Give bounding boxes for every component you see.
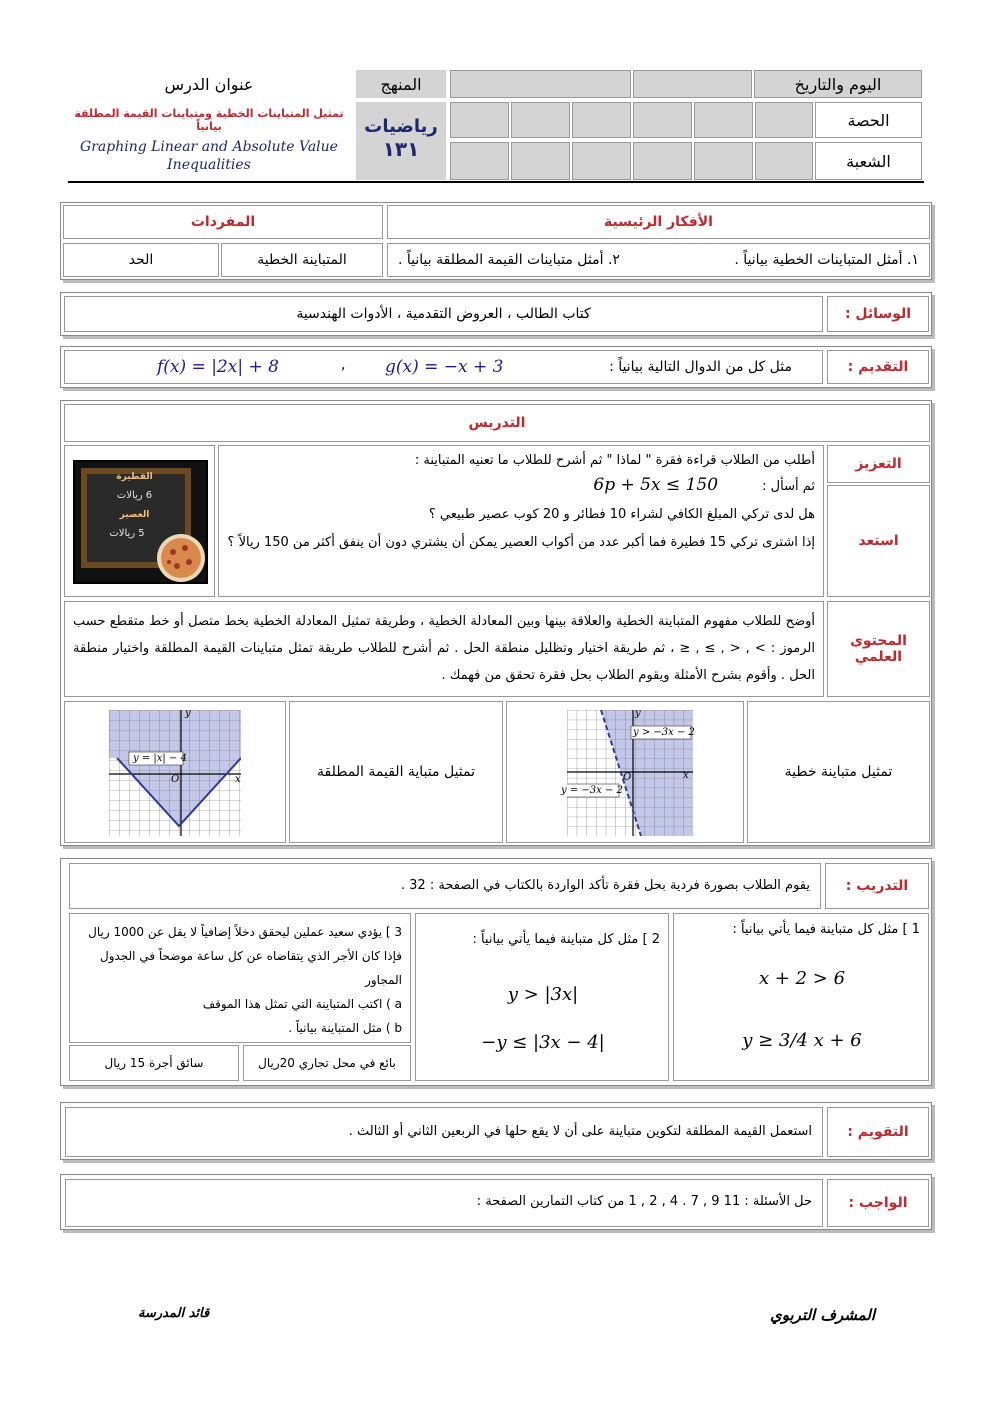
- period-c2: [694, 102, 753, 138]
- content-text: أوضح للطلاب مفهوم المتباينة الخطية والعلاقة بينها وبين المعادلة الخطية ، وطريقة تمثيل المعادلة الخطية بخط متصل أو خط متقطع حسب الرموز : > , < , ≥ , ≤ ، ثم طريقة اختيار وتظليل منطقة الحل . ثم أشرح للطلاب طريقة تمثل متباينات القيمة المطلقة واختيار منطقة الحل . وأقوم بشرح الأمثلة ويقوم الطلاب بحل فقرة تحقق من فهمك .: [64, 601, 824, 697]
- practice-text: يقوم الطلاب بصورة فردية بحل فقرة تأكد الواردة بالكتاب في الصفحة : 32 .: [69, 863, 821, 909]
- board-juice: العصير: [119, 510, 150, 520]
- vocab-1: المتباينة الخطية: [221, 243, 383, 277]
- vocab-2: الحد: [63, 243, 219, 277]
- abs-caption: تمثيل متباية القيمة المطلقة: [289, 701, 503, 843]
- teaching-title: التدريس: [64, 404, 930, 442]
- inequality: 6p + 5x ≤ 150: [593, 475, 719, 495]
- period-c4: [572, 102, 631, 138]
- q1-title: 1 ] مثل كل متباينة فيما يأتي بيانياً :: [732, 922, 920, 937]
- content-label: المحتوى العلمي: [827, 601, 930, 697]
- then-ask: ثم أسأل :: [762, 479, 815, 494]
- idea-2: ٢. أمثل متباينات القيمة المطلقة بيانياً .: [398, 252, 620, 268]
- abs-axis-x: x: [235, 774, 241, 785]
- board-juice-price: 5 ريالات: [109, 528, 145, 539]
- abs-graph-cell: [64, 701, 286, 843]
- period-c3: [633, 102, 692, 138]
- ready-line-1: أطلب من الطلاب قراءة فقرة " لماذا " ثم أشرح للطلاب ما تعنيه المتباينة :: [414, 453, 815, 468]
- q3-box: [69, 913, 411, 1043]
- tools-frame: [60, 292, 932, 336]
- lesson-title-en: Graphing Linear and Absolute Value Inequalities: [80, 139, 338, 173]
- linear-caption: تمثيل متباينة خطية: [747, 701, 930, 843]
- subject: رياضيات: [364, 116, 438, 137]
- linear-axis-y: y: [635, 708, 641, 719]
- section-label: الشعبة: [815, 142, 922, 180]
- q1-b: y ≥ 3/4 x + 6: [742, 1030, 862, 1051]
- board-pizza: الفطيرة: [116, 472, 153, 482]
- intro-frame: [60, 346, 932, 388]
- evaluation-text: استعمل القيمة المطلقة لتكوين متباينة على أن لا يقع حلها في الربعين الثاني أو الثالث .: [65, 1107, 823, 1157]
- q3-b: b ) مثل المتباينة بيانياً .: [288, 1021, 402, 1035]
- linear-label-bottom: y = −3x − 2: [561, 785, 623, 796]
- practice-frame: [60, 858, 932, 1086]
- teaching-frame: [60, 400, 932, 846]
- linear-origin: O: [623, 772, 632, 783]
- practice-label: التدريب :: [825, 863, 929, 909]
- intro-text: مثل كل من الدوال التالية بيانياً :: [609, 359, 792, 375]
- abs-label: y = |x| − 4: [133, 753, 187, 764]
- ready-question-1: هل لدى تركي المبلغ الكافي لشراء 10 فطائر و 20 كوب عصير طبيعي ؟: [428, 507, 815, 522]
- curriculum-label: المنهج: [356, 70, 446, 98]
- evaluation-frame: [60, 1102, 932, 1160]
- q2-a: y > |3x|: [507, 984, 579, 1005]
- day-date-label: اليوم والتاريخ: [754, 70, 922, 98]
- q2-title: 2 ] مثل كل متباينة فيما يأتي بيانياً :: [472, 932, 660, 947]
- linear-graph-cell: [506, 701, 744, 843]
- tools-label: الوسائل :: [827, 296, 929, 332]
- section-c4: [572, 142, 631, 180]
- signature-principal: قائد المدرسة: [138, 1306, 210, 1321]
- q2-box: [415, 913, 669, 1081]
- homework-frame: [60, 1174, 932, 1230]
- date-fill-2: [450, 70, 631, 98]
- intro-f: f(x) = |2x| + 8: [157, 357, 279, 377]
- intro-box: [64, 350, 823, 384]
- course-code: ١٣١: [382, 137, 420, 161]
- abs-origin: O: [171, 774, 180, 785]
- date-fill-1: [633, 70, 752, 98]
- q3-a: a ) اكتب المتباينة التي تمثل هذا الموقف: [202, 997, 402, 1011]
- header-underline: [68, 181, 924, 183]
- intro-label: التقديم :: [827, 350, 929, 384]
- section-c2: [694, 142, 753, 180]
- q2-b: −y ≤ |3x − 4|: [481, 1032, 605, 1053]
- abs-graph: [109, 710, 241, 836]
- section-c6: [450, 142, 509, 180]
- job-2: سائق أجرة 15 ريال: [69, 1045, 239, 1081]
- ready-question-2: إذا اشترى تركي 15 فطيرة فما أكبر عدد من أكواب العصير يمكن أن يشتري دون أن ينفق أكثر من 150 ريالاً ؟: [227, 535, 815, 550]
- vocab-label: المفردات: [63, 205, 383, 239]
- period-c1: [755, 102, 813, 138]
- abs-axis-y: y: [185, 708, 191, 719]
- q1-a: x + 2 > 6: [758, 968, 846, 989]
- ideas-frame: [60, 202, 932, 280]
- linear-label-top: y > −3x − 2: [633, 727, 695, 738]
- evaluation-label: التقويم :: [827, 1107, 929, 1157]
- idea-1: ١. أمثل المتباينات الخطية بيانياً .: [734, 252, 919, 268]
- intro-g: g(x) = −x + 3: [385, 357, 504, 377]
- lesson-title-ar: تمثيل المتباينات الخطية ومتباينات القيمة المطلقة بيانياً: [74, 107, 344, 133]
- section-c1: [755, 142, 813, 180]
- period-c6: [450, 102, 509, 138]
- section-c3: [633, 142, 692, 180]
- intro-comma: ,: [341, 357, 346, 373]
- job-1: بائع في محل تجاري 20ريال: [243, 1045, 411, 1081]
- period-c5: [511, 102, 570, 138]
- lesson-title-label: عنوان الدرس: [164, 74, 254, 94]
- main-ideas-label: الأفكار الرئيسية: [387, 205, 930, 239]
- header: [68, 70, 924, 182]
- q1-box: [673, 913, 929, 1081]
- homework-text: حل الأسئلة : 11 9 , 7 . 4 , 2 , 1 من كتاب التمارين الصفحة :: [65, 1179, 823, 1227]
- pizza-image-cell: [64, 445, 215, 597]
- reinforce-label: التعزيز: [827, 445, 930, 483]
- tools-text: كتاب الطالب ، العروض التقدمية ، الأدوات الهندسية: [64, 296, 823, 332]
- period-label: الحصة: [815, 102, 922, 138]
- homework-label: الواجب :: [827, 1179, 929, 1227]
- signature-supervisor: المشرف التربوي: [770, 1306, 876, 1324]
- ready-label: استعد: [827, 485, 930, 597]
- subject-box: [356, 102, 446, 180]
- board-pizza-price: 6 ريالات: [116, 490, 153, 501]
- ready-text: [218, 445, 824, 597]
- section-c5: [511, 142, 570, 180]
- ideas-row: [387, 243, 930, 277]
- linear-axis-x: x: [683, 770, 689, 781]
- ready-line-2: [227, 474, 815, 498]
- q3-text: 3 ] يؤدي سعيد عملين ليحقق دخلاً إضافياً لا يقل عن 1000 ريال فإذا كان الأجر الذي يتقاضاه عن كل ساعة موضحاً في الجدول المجاور: [88, 925, 402, 987]
